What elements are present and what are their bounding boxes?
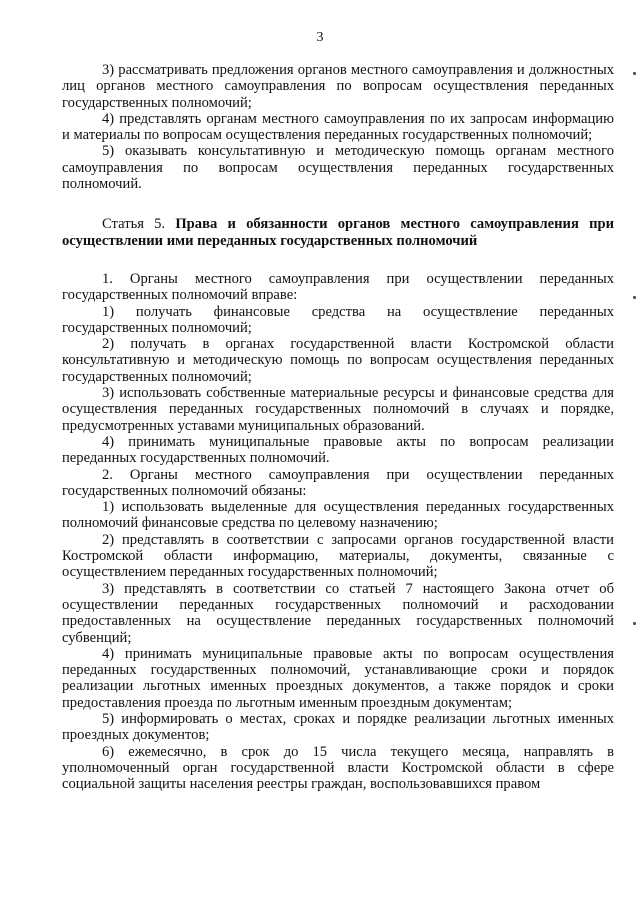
- paragraph: 1) получать финансовые средства на осуществление переданных государственных полномочий;: [62, 303, 614, 336]
- paragraph: 1) использовать выделенные для осуществления переданных государственных полномочий финансовые средства по целевому назначению;: [62, 499, 614, 532]
- paragraph: 5) оказывать консультативную и методическую помощь органам местного самоуправления по вопросам осуществления переданных государственных полномочий.: [62, 143, 614, 193]
- paragraph: 4) принимать муниципальные правовые акты по вопросам осуществления переданных государственных полномочий, устанавливающие сроки и порядок реализации льготных именных проездных документов, а также порядок и сроки предоставления проезда по льготным именным проездным документам;: [62, 645, 614, 711]
- page-number: 3: [316, 30, 324, 45]
- paragraph: 6) ежемесячно, в срок до 15 числа текущего месяца, направлять в уполномоченный орган государственной власти Костромской области в сфере социальной защиты населения реестры граждан, воспользовавшихся правом: [62, 743, 614, 793]
- article-prefix: Статья 5.: [102, 216, 166, 233]
- paragraph: 3) использовать собственные материальные ресурсы и финансовые средства для осуществления переданных государственных полномочий в случаях и порядке, предусмотренных уставами муниципальных образований.: [62, 385, 614, 434]
- paragraph: 3) представлять в соответствии со статьей 7 настоящего Закона отчет об осуществлении переданных государственных полномочий и расходовании предоставленных на осуществление переданных государственных полномочий субвенций;: [62, 580, 614, 646]
- document-body: [62, 62, 614, 792]
- paragraph: 5) информировать о местах, сроках и порядке реализации льготных именных проездных документов;: [62, 710, 614, 744]
- paragraph: 2) представлять в соответствии с запросами органов государственной власти Костромской области информацию, материалы, документы, связанные с осуществлением переданных государственных полномочий;: [62, 531, 614, 581]
- margin-mark: [633, 622, 636, 625]
- paragraph: 1. Органы местного самоуправления при осуществлении переданных государственных полномочий вправе:: [62, 270, 614, 304]
- paragraph: 3) рассматривать предложения органов местного самоуправления и должностных лиц органов местного самоуправления по вопросам осуществления переданных государственных полномочий;: [62, 62, 614, 111]
- paragraph: 2. Органы местного самоуправления при осуществлении переданных государственных полномочий обязаны:: [62, 466, 614, 499]
- paragraph: 4) принимать муниципальные правовые акты по вопросам реализации переданных государственных полномочий.: [62, 433, 614, 467]
- article-title: Права и обязанности органов местного самоуправления при осуществлении ими переданных государственных полномочий: [62, 216, 615, 249]
- paragraph: 2) получать в органах государственной власти Костромской области консультативную и методическую помощь по вопросам осуществления переданных государственных полномочий;: [62, 336, 614, 385]
- margin-mark: [633, 296, 636, 299]
- margin-mark: [633, 72, 636, 75]
- paragraph: 4) представлять органам местного самоуправления по их запросам информацию и материалы по вопросам осуществления переданных государственных полномочий;: [62, 110, 614, 144]
- article-heading: [62, 216, 614, 249]
